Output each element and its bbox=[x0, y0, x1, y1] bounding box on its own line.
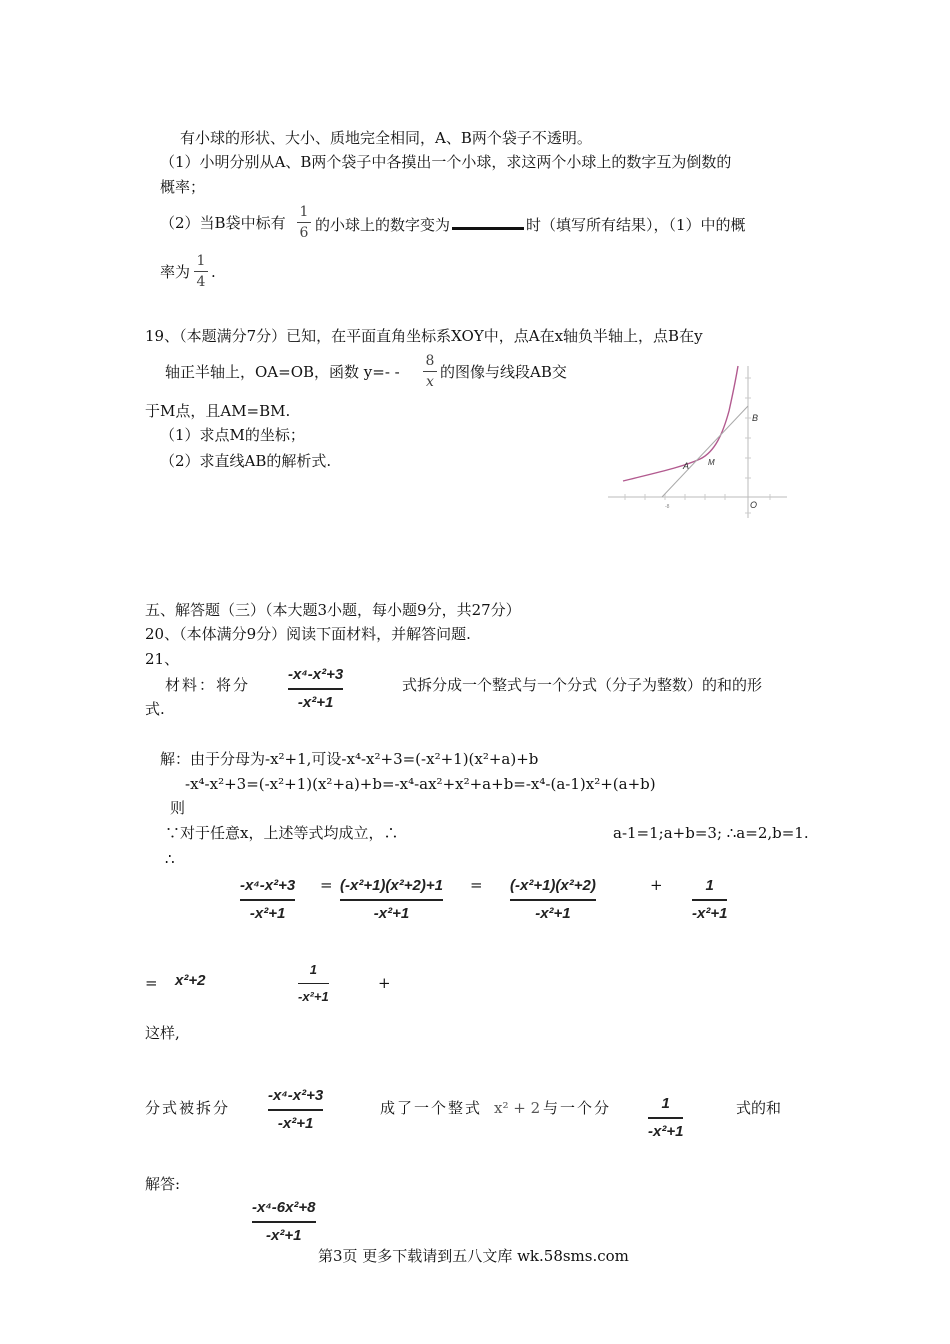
answer-label: 解答: bbox=[145, 1175, 181, 1193]
equals-2: = bbox=[470, 876, 483, 894]
fraction-numerator: 1 bbox=[309, 962, 317, 977]
section-title: 五、解答题（三）（本大题3小题，每小题9分，共27分） bbox=[145, 601, 521, 619]
hyperbola-curve bbox=[623, 366, 738, 481]
fraction-denominator: -x²+1 bbox=[373, 905, 410, 922]
fraction-denominator: -x²+1 bbox=[648, 1123, 684, 1140]
fraction-numerator: -x⁴-x²+3 bbox=[240, 877, 296, 894]
fraction-numerator: (-x²+1)(x²+2)+1 bbox=[340, 877, 443, 894]
fraction-numerator: (-x²+1)(x²+2) bbox=[510, 877, 596, 894]
fraction-numerator: 8 bbox=[425, 353, 435, 369]
solution-line4-right: a-1=1;a+b=3; ∴a=2,b=1. bbox=[613, 824, 809, 842]
fraction-denominator: -x²+1 bbox=[535, 905, 571, 922]
fraction-denominator: -x²+1 bbox=[692, 905, 728, 922]
q18-part2-pre: （2）当B袋中标有 bbox=[160, 214, 286, 232]
material-fraction bbox=[288, 665, 343, 713]
fraction-denominator: -x²+1 bbox=[266, 1227, 302, 1244]
answer-fraction bbox=[252, 1198, 316, 1246]
fraction-denominator: -x²+1 bbox=[249, 905, 286, 922]
fraction-denominator: 6 bbox=[299, 225, 309, 241]
material-line2: 式. bbox=[145, 700, 165, 718]
q18-line1: 有小球的形状、大小、质地完全相同，A、B两个袋子不透明。 bbox=[180, 129, 592, 147]
q18-fraction-one-fourth bbox=[194, 253, 208, 290]
equation-fraction-5 bbox=[298, 960, 329, 1007]
split-fraction bbox=[268, 1086, 323, 1134]
q19-line2-pre: 轴正半轴上，OA=OB，函数 y=- - bbox=[165, 363, 400, 381]
split-fraction-2 bbox=[648, 1094, 683, 1142]
solution-line5: ∴ bbox=[165, 850, 175, 868]
q18-part2-line2-pre: 率为 bbox=[160, 263, 191, 281]
split-mid2: 与一个分 bbox=[543, 1099, 612, 1117]
material-pre: 材料：将分 bbox=[165, 676, 251, 694]
fraction-denominator: x bbox=[426, 374, 434, 390]
material-post: 式拆分成一个整式与一个分式（分子为整数）的和的形 bbox=[402, 676, 763, 694]
fraction-denominator: 4 bbox=[196, 274, 206, 290]
equals-1: = bbox=[320, 876, 333, 894]
fraction-numerator: 1 bbox=[299, 204, 309, 220]
page-footer: 第3页 更多下载请到五八文库 wk.58sms.com bbox=[318, 1247, 629, 1265]
q20-title: 20、（本体满分9分）阅读下面材料，并解答问题. bbox=[145, 625, 471, 643]
equals-3: = bbox=[145, 974, 158, 992]
q19-sub1: （1）求点M的坐标； bbox=[160, 426, 305, 444]
label-m: M bbox=[708, 458, 715, 467]
plus-1: + bbox=[650, 876, 663, 894]
equation-fraction-3 bbox=[510, 876, 596, 924]
label-a: A bbox=[683, 461, 690, 471]
x-axis bbox=[608, 494, 787, 500]
q18-part1-line2: 概率； bbox=[160, 178, 206, 196]
y-axis bbox=[745, 366, 751, 518]
split-mid: 成了一个整式 bbox=[380, 1099, 483, 1117]
q18-fraction-one-sixth bbox=[297, 204, 311, 241]
answer-blank bbox=[452, 213, 524, 230]
fraction-numerator: 1 bbox=[196, 253, 206, 269]
equation-fraction-2 bbox=[340, 876, 443, 924]
fraction-numerator: -x⁴-x²+3 bbox=[288, 666, 344, 683]
split-post: 式的和 bbox=[736, 1099, 782, 1117]
solution-line1: 解：由于分母为-x²+1,可设-x⁴-x²+3=(-x²+1)(x²+a)+b bbox=[160, 750, 539, 768]
fraction-numerator: 1 bbox=[705, 877, 714, 894]
q19-fraction bbox=[423, 353, 437, 390]
solution-line3: 则 bbox=[170, 799, 186, 817]
equation-fraction-4 bbox=[692, 876, 727, 924]
solution-line2: -x⁴-x²+3=(-x²+1)(x²+a)+b=-x⁴-ax²+x²+a+b=-x⁴-(a-1)x²+(a+b) bbox=[185, 775, 656, 793]
q19-line2-post: 的图像与线段AB交 bbox=[440, 363, 567, 381]
split-pre: 分式被拆分 bbox=[145, 1099, 231, 1117]
q18-part1-line1: （1）小明分别从A、B两个袋子中各摸出一个小球，求这两个小球上的数字互为倒数的 bbox=[160, 153, 732, 171]
plus-2: + bbox=[378, 974, 391, 992]
split-polynomial: x² + 2 bbox=[494, 1099, 541, 1117]
q18-period: . bbox=[211, 263, 216, 281]
label-b: B bbox=[752, 413, 759, 423]
label-o: O bbox=[750, 500, 758, 510]
segment-ab bbox=[662, 406, 748, 497]
coordinate-graph bbox=[605, 363, 790, 523]
fraction-numerator: -x⁴-6x²+8 bbox=[252, 1199, 316, 1216]
tick-label-neg8: -8 bbox=[665, 504, 670, 510]
q21-title: 21、 bbox=[145, 650, 180, 668]
polynomial-x2-plus-2: x²+2 bbox=[175, 972, 206, 989]
fraction-denominator: -x²+1 bbox=[297, 694, 334, 711]
q18-part2-mid: 的小球上的数字变为 时（填写所有结果），（1）中的概 bbox=[315, 213, 746, 235]
q19-sub2: （2）求直线AB的解析式. bbox=[160, 452, 332, 470]
fraction-numerator: 1 bbox=[661, 1095, 670, 1112]
fraction-denominator: -x²+1 bbox=[298, 989, 329, 1004]
q19-line3: 于M点，且AM=BM. bbox=[145, 402, 291, 420]
solution-line4-left: ∵对于任意x，上述等式均成立，∴ bbox=[165, 824, 399, 842]
fraction-denominator: -x²+1 bbox=[277, 1115, 314, 1132]
fraction-numerator: -x⁴-x²+3 bbox=[268, 1087, 324, 1104]
equation-fraction-1 bbox=[240, 876, 295, 924]
q19-line1: 19、（本题满分7分）已知，在平面直角坐标系XOY中，点A在x轴负半轴上，点B在y bbox=[145, 327, 703, 345]
this-way: 这样, bbox=[145, 1024, 180, 1042]
